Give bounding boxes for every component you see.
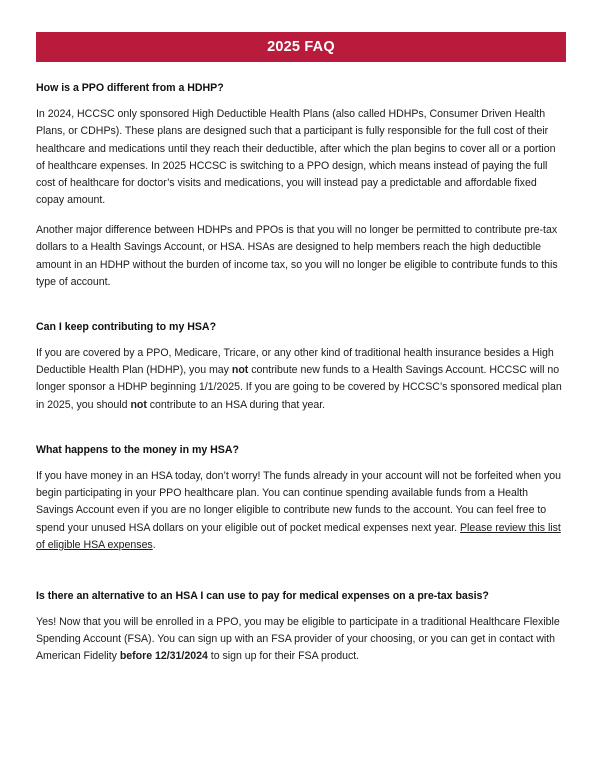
emphasis-text: not (130, 398, 147, 411)
body-text: contribute new funds to a Health Savings Account. HCCSC will no longer sponsor a HDHP beginning 1/1/2025. If you are going to be covered by HCCSC’s sponsored medical plan in 2025, you should (36, 364, 562, 411)
faq-answer-paragraph (36, 468, 566, 554)
body-text: Another major difference between HDHPs and PPOs is that you will no longer be permitted to contribute pre-tax dollars to a Health Savings Account, or HSA. HSAs are designed to help members reach the high deductible amount in an HDHP without the burden of income tax, so you will no longer be eligible to contribute funds to this type of account. (36, 224, 558, 288)
faq-question: How is a PPO different from a HDHP? (36, 82, 224, 94)
body-text: If you have money in an HSA today, don’t worry! The funds already in your account will not be forfeited when you begin participating in your PPO healthcare plan. You can continue spending available funds from a Health Savings Account even if you are no longer eligible to contribute new funds to the account. You can feel free to spend your unused HSA dollars on your eligible out of pocket medical expenses next year. (36, 470, 562, 534)
page-title: 2025 FAQ (267, 38, 335, 55)
faq-question: What happens to the money in my HSA? (36, 443, 239, 456)
faq-question: Can I keep contributing to my HSA? (36, 320, 217, 333)
faq-list (36, 81, 566, 666)
body-text: . (152, 538, 156, 551)
emphasis-text: not (231, 364, 249, 377)
faq-answer-paragraph (36, 222, 566, 291)
body-text: If you are covered by a PPO, Medicare, Tricare, or any other kind of traditional health insurance besides a High Deductible Health Plan (HDHP), you may (36, 347, 554, 377)
faq-answer-paragraph (36, 345, 566, 414)
hsa-expenses-link[interactable]: Please review this list of eligible HSA expenses (36, 521, 561, 551)
faq-answer-paragraph (36, 106, 566, 209)
spacer (36, 95, 566, 106)
faq-question: Is there an alternative to an HSA I can use to pay for medical expenses on a pre-tax basis? (36, 589, 489, 602)
faq-answer-paragraph (36, 614, 566, 665)
spacer (36, 334, 566, 345)
spacer (36, 62, 566, 81)
body-text: Yes! Now that you will be enrolled in a PPO, you may be eligible to participate in a traditional Healthcare Flexible Spending Account (FSA). You can sign up with an FSA provider of your choosing, or you can get in contact with American Fidelity (36, 616, 560, 663)
section-spacer (36, 291, 566, 320)
body-text: contribute to an HSA during that year. (146, 398, 326, 411)
spacer (36, 457, 566, 468)
body-text: In 2024, HCCSC only sponsored High Deductible Health Plans (also called HDHPs, Consumer Driven Health Plans, or CDHPs). These plans are designed such that a participant is fully responsible for the full cost of their healthcare and medications until they reach their deductible, after which the plan begins to cover all or a portion of healthcare expenses. In 2025 HCCSC is switching to a PPO design, which means instead of paying the full cost of healthcare for doctor’s visits and medications, you will instead pay a predictable and affordable fixed copay amount. (36, 108, 556, 207)
page-banner (36, 32, 566, 62)
section-spacer (36, 414, 566, 443)
emphasis-text: before 12/31/2024 (119, 650, 208, 663)
faq-item-money-in-hsa (36, 443, 566, 554)
section-spacer (36, 554, 566, 589)
spacer (36, 209, 566, 222)
faq-item-alternative-to-hsa (36, 589, 566, 666)
spacer (36, 603, 566, 614)
faq-item-ppo-vs-hdhp (36, 81, 566, 291)
body-text: to sign up for their FSA product. (207, 650, 360, 663)
faq-item-keep-contributing-hsa (36, 320, 566, 414)
